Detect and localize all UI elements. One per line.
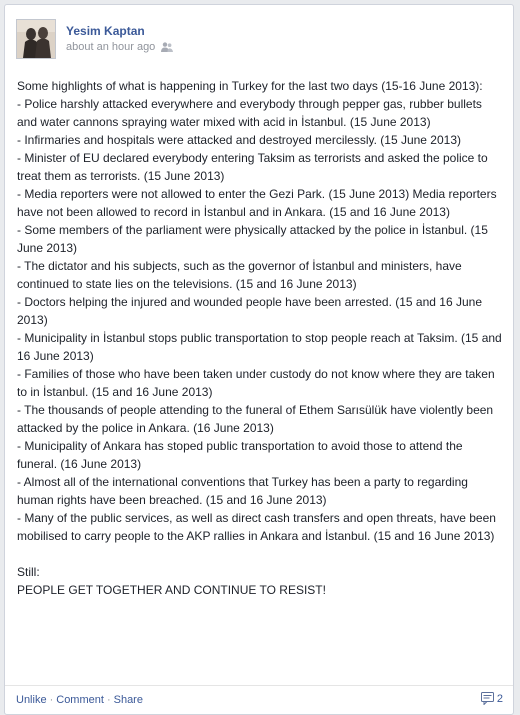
- comment-link[interactable]: Comment: [56, 694, 104, 706]
- post-header: [16, 19, 503, 61]
- facebook-post: [4, 4, 514, 715]
- post-meta: [66, 41, 173, 53]
- avatar-image: [17, 20, 55, 58]
- comment-icon: [481, 692, 494, 705]
- share-link[interactable]: Share: [113, 694, 143, 706]
- unlike-link[interactable]: Unlike: [16, 694, 47, 706]
- post-footer: [5, 685, 513, 714]
- author-name[interactable]: Yesim Kaptan: [66, 24, 145, 38]
- separator: ·: [106, 694, 111, 706]
- friends-icon[interactable]: [161, 42, 173, 52]
- separator: ·: [49, 694, 54, 706]
- post-actions: [16, 694, 143, 706]
- post-body: [17, 77, 505, 599]
- comment-count-button[interactable]: [481, 692, 503, 705]
- post-paragraph-highlights: Some highlights of what is happening in Turkey for the last two days (15-16 June 2013): - Police harshly attacked everywhere and everybody through pepper gas, rubber bullets and water cannons spraying water mixed with acid in İstanbul. (15 June 2013) - Infirmaries and hospitals were attacked and destroyed mercilessly. (15 June 2013) - Minister of EU declared everybody entering Taksim as terrorists and asked the police to treat them as terrorists. (15 June 2013) - Media reporters were not allowed to enter the Gezi Park. (15 June 2013) Media reporters have not been allowed to record in İstanbul and in Ankara. (15 and 16 June 2013) - Some members of the parliament were physically attacked by the police in İstanbul. (15 June 2013) - The dictator and his subjects, such as the governor of İstanbul and ministers, have continued to state lies on the televisions. (15 and 16 June 2013) - Doctors helping the injured and wounded people have been arrested. (15 and 16 June 2013) - Municipality in İstanbul stops public transportation to stop people reach at Taksim. (15 and 16 June 2013) - Families of those who have been taken under custody do not know where they are taken to in İstanbul. (15 and 16 June 2013) - The thousands of people attending to the funeral of Ethem Sarısülük have violently been attacked by the police in Ankara. (16 June 2013) - Municipality of Ankara has stoped public transportation to avoid those to attend the funeral. (16 June 2013) - Almost all of the international conventions that Turkey has been a party to regarding human rights have been breached. (15 and 16 June 2013) - Many of the public services, as well as direct cash transfers and open threats, have been mobilised to carry people to the AKP rallies in Ankara and İstanbul. (15 and 16 June 2013): [17, 79, 502, 543]
- avatar[interactable]: [16, 19, 56, 59]
- post-paragraph-closing: Still: PEOPLE GET TOGETHER AND CONTINUE TO RESIST!: [17, 565, 326, 597]
- timestamp[interactable]: about an hour ago: [66, 41, 156, 53]
- comment-count: 2: [496, 692, 503, 705]
